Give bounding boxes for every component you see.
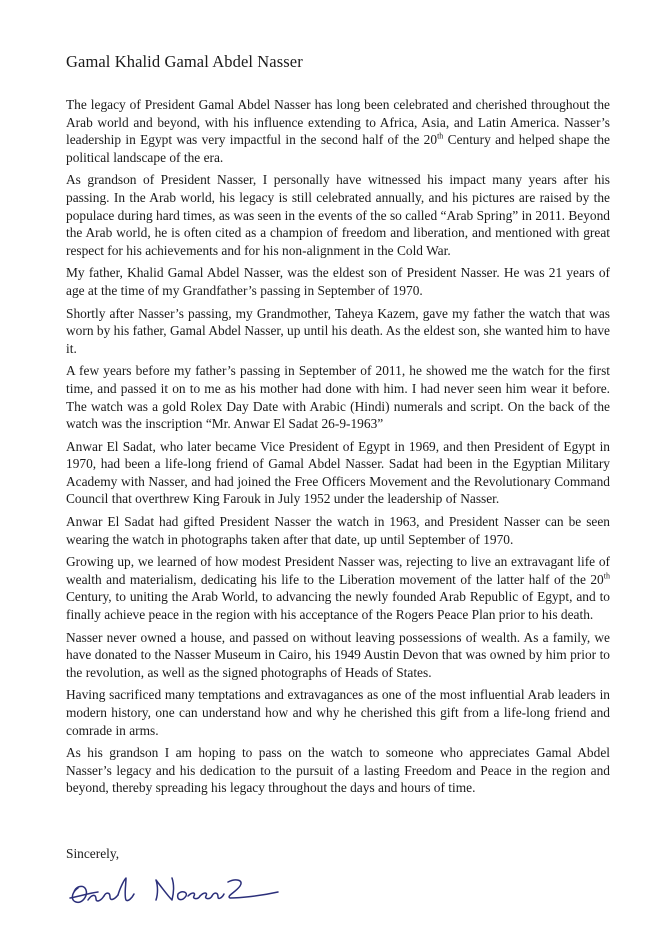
paragraph-3: My father, Khalid Gamal Abdel Nasser, was the eldest son of President Nasser. He was 21 years of age at the time of my Grandfather’s passing in September of 1970. <box>66 265 610 298</box>
paragraph-10: Having sacrificed many temptations and extravagances as one of the most influential Arab leaders in modern history, one can understand how and why he cherished this gift from a life-long friend and comrade in arms. <box>66 687 610 738</box>
letter-heading: Gamal Khalid Gamal Abdel Nasser <box>66 52 303 71</box>
paragraph-9: Nasser never owned a house, and passed on without leaving possessions of wealth. As a family, we have donated to the Nasser Museum in Cairo, his 1949 Austin Devon that was owned by him prior to the revolution, as well as the signed photographs of Heads of States. <box>66 629 610 680</box>
paragraph-6: Anwar El Sadat, who later became Vice President of Egypt in 1969, and then President of Egypt in 1970, had been a life-long friend of Gamal Abdel Nasser. Sadat had been in the Egyptian Military Academy with Nasser, and had joined the Free Officers Movement and the Revolutionary Command Council that overthrew King Farouk in July 1952 under the leadership of Nasser. <box>66 438 610 507</box>
closing-sincerely: Sincerely, <box>66 846 120 861</box>
paragraph-1: The legacy of President Gamal Abdel Nasser has long been celebrated and cherished throughout the Arab world and beyond, with his influence extending to Africa, Asia, and Latin America. Nasser’s leadership in Egypt was very impactful in the second half of the 20th Century and helped shape the political landscape of the era. <box>66 97 610 165</box>
paragraph-4: Shortly after Nasser’s passing, my Grandmother, Taheya Kazem, gave my father the watch that was worn by his father, Gamal Abdel Nasser, up until his death. As the eldest son, she wanted him to have it. <box>66 305 610 356</box>
signature-image <box>64 866 284 914</box>
letter-body <box>66 96 610 802</box>
paragraph-2: As grandson of President Nasser, I personally have witnessed his impact many years after his passing. In the Arab world, his legacy is still celebrated annually, and his pictures are raised by the populace during hard times, as was seen in the events of the so called “Arab Spring” in 2011. Beyond the Arab world, he is often cited as a champion of freedom and liberation, and mentioned with great respect for his achievements and for his non-alignment in the Cold War. <box>66 172 610 258</box>
paragraph-7: Anwar El Sadat had gifted President Nasser the watch in 1963, and President Nasser can be seen wearing the watch in photographs taken after that date, up until September of 1970. <box>66 514 610 547</box>
paragraph-8: Growing up, we learned of how modest President Nasser was, rejecting to live an extravagant life of wealth and materialism, dedicating his life to the Liberation movement of the latter half of the 20th Century, to uniting the Arab World, to advancing the newly founded Arab Republic of Egypt, and to finally achieve peace in the region with his acceptance of the Rogers Peace Plan prior to his death. <box>66 554 610 623</box>
paragraph-5: A few years before my father’s passing in September of 2011, he showed me the watch for the first time, and passed it on to me as his mother had done with him. I had never seen him wear it before. The watch was a gold Rolex Day Date with Arabic (Hindi) numerals and script. On the back of the watch was the inscription “Mr. Anwar El Sadat 26-9-1963” <box>66 363 610 432</box>
paragraph-11: As his grandson I am hoping to pass on the watch to someone who appreciates Gamal Abdel Nasser’s legacy and his dedication to the pursuit of a lasting Freedom and Peace in the region and beyond, thereby spreading his legacy throughout the days and hours of time. <box>66 745 610 796</box>
